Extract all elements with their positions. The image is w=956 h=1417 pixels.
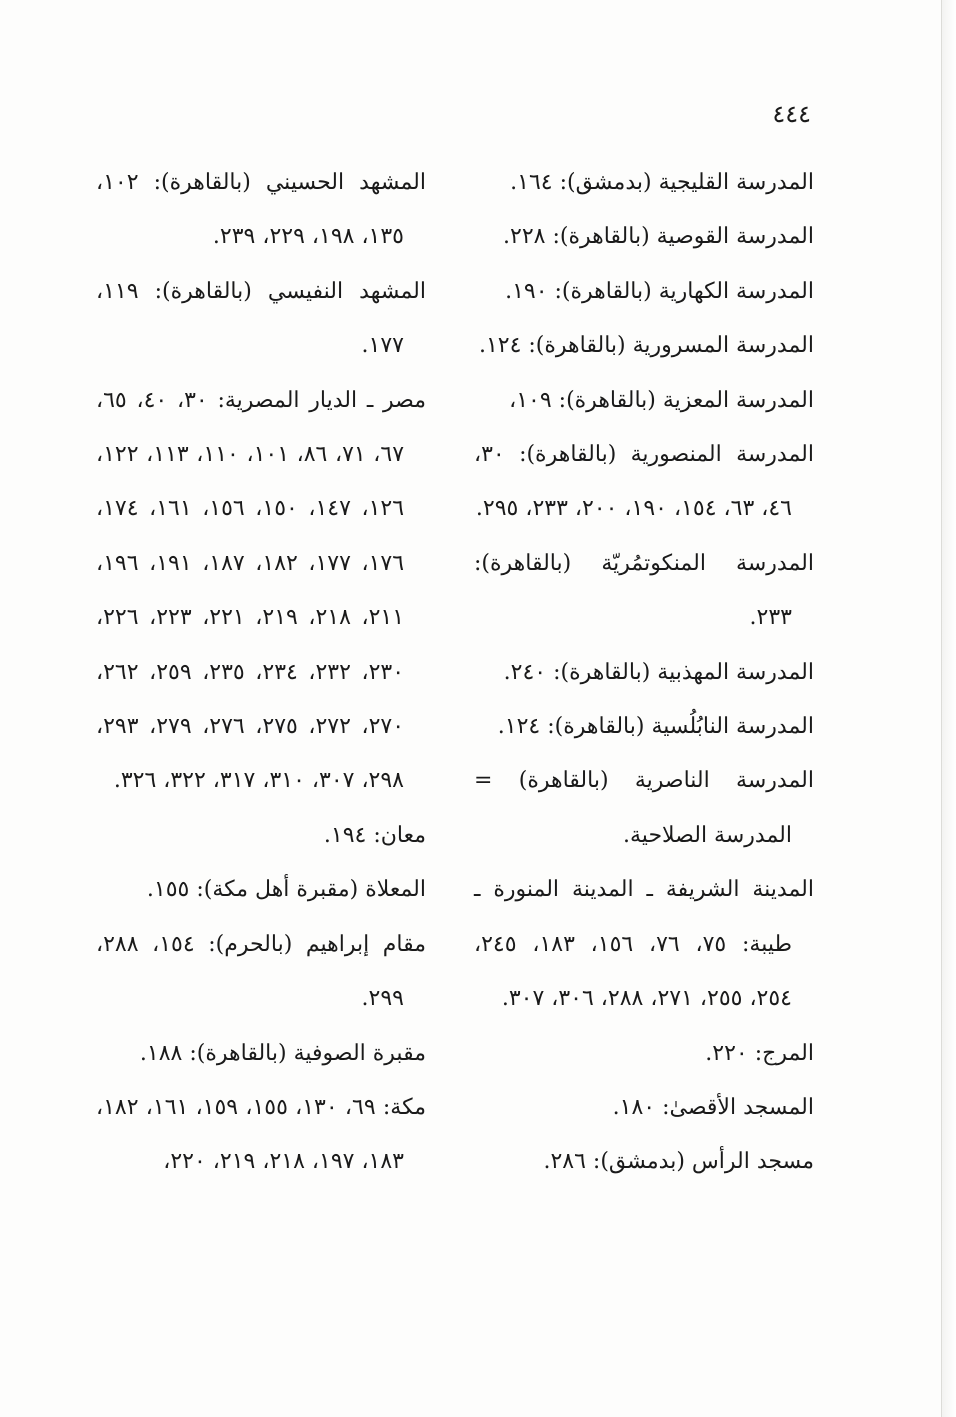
index-entry: المعلاة (مقبرة أهل مكة): ١٥٥.: [146, 877, 426, 903]
index-entry: مسجد الرأس (بدمشق): ٢٨٦.: [543, 1149, 814, 1175]
index-entry: المدرسة الكهارية (بالقاهرة): ١٩٠.: [505, 278, 814, 304]
index-entry: المدينة الشريفة ـ المدينة المنورة ـ طيبة: ٧٥، ٧٦، ١٥٦، ١٨٣، ٢٤٥، ٢٥٤، ٢٥٥، ٢٧١، ٢٨٨، ٣٠٦، ٣٠٧.: [474, 877, 814, 1012]
index-entry: المسجد الأقصىٰ: ١٨٠.: [612, 1094, 814, 1120]
index-entry: مقام إبراهيم (بالحرم): ١٥٤، ٢٨٨، ٢٩٩.: [96, 931, 427, 1012]
index-entry: المدرسة القوصية (بالقاهرة): ٢٢٨.: [503, 224, 814, 250]
index-entry: المدرسة المعزية (بالقاهرة): ١٠٩،: [509, 387, 814, 413]
index-column-right: [474, 156, 814, 1190]
index-entry: المدرسة المسرورية (بالقاهرة): ١٢٤.: [478, 333, 814, 359]
index-entry: مقبرة الصوفية (بالقاهرة): ١٨٨.: [139, 1040, 426, 1066]
index-entry: المدرسة المهذبية (بالقاهرة): ٢٤٠.: [503, 659, 814, 685]
index-entry: المدرسة الناصرية (بالقاهرة) = المدرسة الصلاحية.: [474, 768, 814, 848]
index-entry: المرج: ٢٢٠.: [705, 1040, 814, 1066]
page-edge: [941, 0, 956, 1417]
index-entry: المدرسة النابُلُسية (بالقاهرة): ١٢٤.: [497, 714, 814, 740]
index-entry: المدرسة المنصورية (بالقاهرة): ٣٠، ٤٦، ٦٣، ١٥٤، ١٩٠، ٢٠٠، ٢٣٣، ٢٩٥.: [474, 442, 814, 522]
index-column-left: [96, 156, 426, 1190]
index-entry: المشهد الحسيني (بالقاهرة): ١٠٢، ١٣٥، ١٩٨، ٢٢٩، ٢٣٩.: [96, 170, 426, 250]
index-entry: مكة: ٦٩، ١٣٠، ١٥٥، ١٥٩، ١٦١، ١٨٢، ١٨٣، ١٩٧، ٢١٨، ٢١٩، ٢٢٠،: [96, 1094, 427, 1175]
index-entry: مصر ـ الديار المصرية: ٣٠، ٤٠، ٦٥، ٦٧، ٧١، ٨٦، ١٠١، ١١٠، ١١٣، ١٢٢، ١٢٦، ١٤٧، ١٥٠، ١٥٦، ١٦١، ١٧٤، ١٧٦، ١٧٧، ١٨٢، ١٨٧، ١٩١، ١٩٦، ٢١١، ٢١٨، ٢١٩، ٢٢١، ٢٢٣، ٢٢٦، ٢٣٠، ٢٣٢، ٢٣٤، ٢٣٥، ٢٥٩، ٢٦٢، ٢٧٠، ٢٧٢، ٢٧٥، ٢٧٦، ٢٧٩، ٢٩٣، ٢٩٨، ٣٠٧، ٣١٠، ٣١٧، ٣٢٢، ٣٢٦.: [96, 387, 427, 794]
index-entry: المشهد النفيسي (بالقاهرة): ١١٩، ١٧٧.: [96, 278, 426, 359]
index-entry: معان: ١٩٤.: [323, 822, 426, 848]
index-entry: المدرسة القليجية (بدمشق): ١٦٤.: [510, 170, 814, 195]
page-number: ٤٤٤: [772, 100, 811, 128]
index-entry: المدرسة المنكوتمُريّة (بالقاهرة): ٢٣٣.: [474, 550, 814, 631]
